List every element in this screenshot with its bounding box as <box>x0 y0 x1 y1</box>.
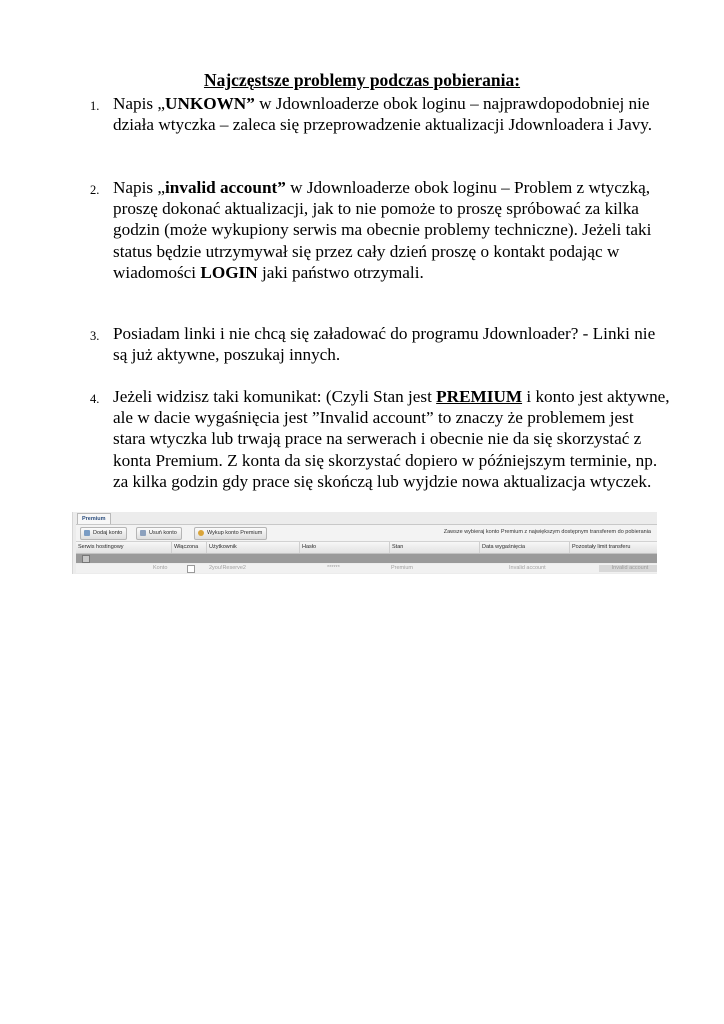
remove-account-button[interactable]: Usuń konto <box>136 527 182 540</box>
premium-coin-icon <box>198 530 204 536</box>
column-header-enabled[interactable]: Włączona <box>171 542 198 553</box>
list-text: Jeżeli widzisz taki komunikat: (Czyli Stan jest PREMIUM i konto jest aktywne, ale w dacie wygaśnięcia jest ”Invalid account” to znaczy że problemem jest stara wtyczka lub trwają prace na serwerach i obecnie nie da się skorzystać z konta Premium. Z konta da się skorzystać dopiero w późniejszym terminie, np. za kilka godzin gdy prace się skończą lub wyjdzie nowa aktualizacja wtyczek. <box>113 387 670 491</box>
column-header-status[interactable]: Stan <box>389 542 403 553</box>
accounts-table-header <box>76 542 657 554</box>
list-item-4 <box>90 386 670 492</box>
list-number: 1. <box>90 99 100 113</box>
add-account-icon <box>84 530 90 536</box>
row-expiry: Invalid account <box>509 565 546 571</box>
buy-premium-button[interactable]: Wykup konto Premium <box>194 527 267 540</box>
bold-keyword: UNKOWN” <box>165 94 255 113</box>
group-checkbox[interactable] <box>82 555 90 563</box>
row-password: ****** <box>327 565 340 571</box>
list-number: 2. <box>90 183 100 197</box>
jdownloader-premium-screenshot <box>72 512 657 574</box>
column-header-host[interactable]: Serwis hostingowy <box>78 544 124 550</box>
remove-account-icon <box>140 530 146 536</box>
column-header-user[interactable]: Użytkownik <box>206 542 237 553</box>
bold-premium: PREMIUM <box>436 387 523 406</box>
column-header-expiry[interactable]: Data wygaśnięcia <box>479 542 525 553</box>
column-header-password[interactable]: Hasło <box>299 542 316 553</box>
list-item-2 <box>90 177 670 283</box>
list-number: 3. <box>90 329 100 343</box>
bold-login: LOGIN <box>200 262 258 282</box>
list-text: Napis „UNKOWN” w Jdownloaderze obok loginu – najprawdopodobniej nie działa wtyczka – zaleca się przeprowadzenie aktualizacji Jdownloadera i Javy. <box>113 94 653 135</box>
list-text: Napis „invalid account” w Jdownloaderze obok loginu – Problem z wtyczką, proszę dokonać aktualizacji, jak to nie pomoże to proszę spróbować za kilka godzin (może wykupiony serwis ma obecnie problemy techniczne). Jeżeli taki status będzie utrzymywał się przez cały dzień proszę o kontakt podając w wiadomości LOGIN jaki państwo otrzymali. <box>113 178 652 282</box>
list-item-1 <box>90 93 670 135</box>
premium-hint-checkbox-label[interactable]: Zawsze wybieraj konto Premium z największym dostępnym transferem do pobierania <box>443 529 651 535</box>
document-title: Najczęstsze problemy podczas pobierania: <box>203 70 521 90</box>
row-user: 2you!Reserve2 <box>209 565 246 571</box>
add-account-button[interactable]: Dodaj konto <box>80 527 127 540</box>
list-number: 4. <box>90 392 100 406</box>
list-text: Posiadam linki i nie chcą się załadować do programu Jdownloader? - Linki nie są już aktywne, poszukaj innych. <box>113 324 656 365</box>
enabled-checkbox[interactable] <box>187 565 195 573</box>
premium-toolbar <box>76 524 657 542</box>
row-traffic-bar: Invalid account <box>599 565 657 572</box>
list-item-3 <box>90 323 670 365</box>
row-status: Premium <box>391 565 414 571</box>
table-row[interactable] <box>76 564 657 573</box>
host-group-row[interactable] <box>76 554 657 563</box>
row-type: Konto <box>153 565 168 571</box>
column-header-traffic[interactable]: Pozostały limit transferu <box>569 542 630 553</box>
tab-premium[interactable]: Premium <box>77 513 111 524</box>
bold-keyword: invalid account” <box>165 178 286 197</box>
